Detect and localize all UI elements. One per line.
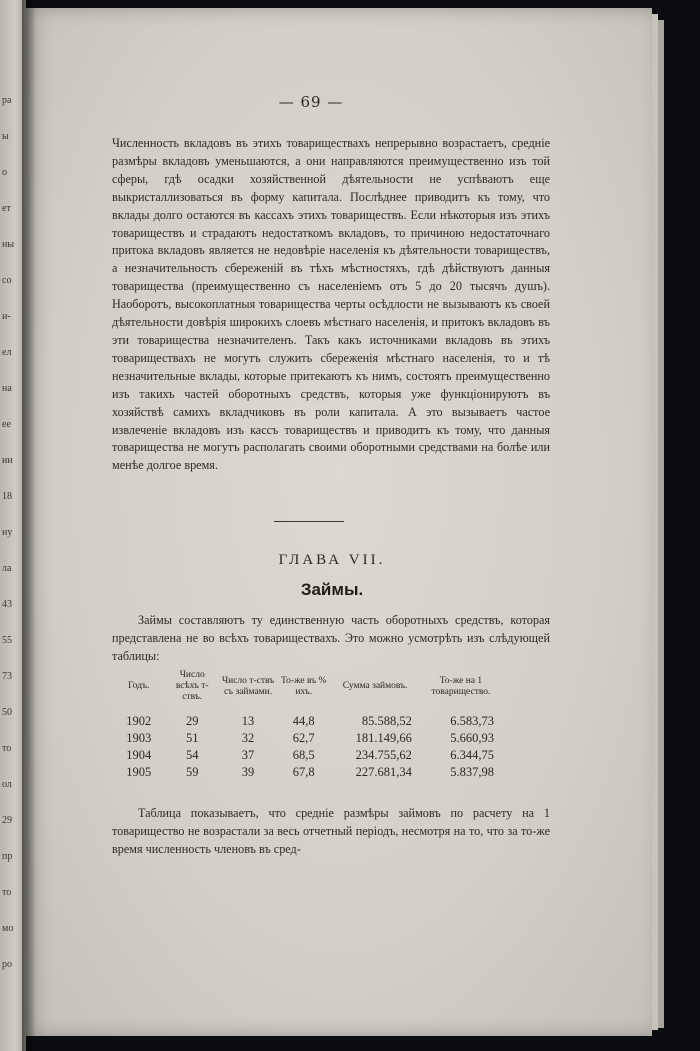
left-page-text-fragment: то <box>2 743 12 754</box>
left-page-text-fragment: 18 <box>2 491 12 502</box>
table-header: Годъ. <box>128 681 150 691</box>
left-page-text-fragment: ны <box>2 239 15 250</box>
left-page-text-fragment: 43 <box>2 599 12 610</box>
table-header: То-же на 1 товарищество. <box>431 675 491 697</box>
table-cell: 29 <box>185 714 199 728</box>
left-page-text-fragment: ра <box>2 95 12 106</box>
table-cell: 13 <box>241 714 255 728</box>
book-gutter-shadow <box>22 0 36 1051</box>
left-page-text-fragment: то <box>2 887 12 898</box>
table-header: То-же въ % ихъ. <box>280 675 327 697</box>
table-header: Число т-ствъ съ займами. <box>221 675 275 697</box>
left-page-text-fragment: ну <box>2 527 13 538</box>
left-page-text-fragment: и- <box>2 311 11 322</box>
table-cell: 39 <box>241 765 255 779</box>
left-page-text-fragment: со <box>2 275 12 286</box>
table-cell: 67,8 <box>292 765 315 779</box>
left-page-text-fragment: ее <box>2 419 11 430</box>
paragraph-loans-intro: Займы составляютъ ту единственную часть оборотныхъ средствъ, которая представлена не во всѣхъ товариществахъ. Это можно усмотрѣть изъ слѣдующей таблицы: <box>112 613 550 663</box>
left-page-text-fragment: ы <box>2 131 9 142</box>
table-cell: 227.681,34 <box>355 765 412 779</box>
left-page-text-fragment: 73 <box>2 671 12 682</box>
table-cell: 5.660,93 <box>450 731 494 745</box>
table-row <box>112 747 502 764</box>
left-page-text-fragment: о <box>2 167 7 178</box>
table-cell: 5.837,98 <box>450 765 494 779</box>
table-cell: 1903 <box>126 731 152 745</box>
left-page-text-fragment: ро <box>2 959 12 970</box>
table-cell: 234.755,62 <box>355 748 412 762</box>
table-header-row <box>112 670 502 713</box>
chapter-heading: Займы. <box>300 580 364 599</box>
table-cell: 68,5 <box>292 748 315 762</box>
table-cell: 1905 <box>126 765 152 779</box>
table-cell: 1904 <box>126 748 152 762</box>
left-page-text-fragment: 29 <box>2 815 12 826</box>
table-row <box>112 713 502 730</box>
table-cell: 62,7 <box>292 731 315 745</box>
left-page-text-fragment: ет <box>2 203 11 214</box>
table-cell: 54 <box>185 748 199 762</box>
paragraph-deposits: Численность вкладовъ въ этихъ товариществахъ непрерывно возрастаетъ, средніе размѣры вкладовъ уменьшаются, а они направляются преимущественно изъ той сферы, гдѣ осадки хозяйственной дѣятельности не успѣваютъ еще выкристаллизоваться въ форму капитала. Послѣднее приводитъ къ тому, что вклады долго остаются въ кассахъ этихъ товариществъ. Если нѣкоторыя изъ этихъ товариществъ и страдаютъ недостаткомъ вкладовъ, то причиною недостаточнаго притока вкладовъ является не недовѣріе населенія къ дѣятельности товариществъ, а незначительность сбереженій въ тѣхъ мѣстностяхъ, гдѣ дѣйствуютъ данныя товарищества (преимущественно съ населеніемъ отъ 5 до 20 тысячъ душъ). Наоборотъ, высокоплатныя товарищества черты осѣдлости не вызываютъ къ своей дѣятельности довѣрія широкихъ слоевъ мѣстнаго населенія, и притокъ вкладовъ въ эти товарищества незначителенъ. Такъ какъ источниками вкладовъ въ этихъ товариществахъ не могутъ служить сбереженія мѣстнаго населенія, то и тѣ незначительные вклады, которые притекаютъ къ нимъ, состоятъ преимущественно изъ такихъ частей оборотныхъ средствъ, которыя уже функціонируютъ въ хозяйствѣ самихъ вкладчиковъ въ роли капитала. А это вызываетъ частое извлеченіе вкладовъ изъ кассъ товариществъ и приводитъ къ тому, что данныя товарищества не могутъ располагать своими оборотными средствами на болѣе или менѣе долгое время. <box>112 136 550 473</box>
table-cell: 6.583,73 <box>450 714 494 728</box>
table-cell: 59 <box>185 765 199 779</box>
table-row <box>112 764 502 781</box>
left-page-text-fragment: ел <box>2 347 12 358</box>
left-page-text-fragment: мо <box>2 923 14 934</box>
left-page-text-fragment: на <box>2 383 12 394</box>
table-cell: 32 <box>241 731 255 745</box>
section-divider <box>274 521 344 522</box>
left-page-text-fragment: пр <box>2 851 13 862</box>
left-page-text-fragment: 55 <box>2 635 12 646</box>
table-header: Число всѣхъ т-ствъ. <box>175 670 209 702</box>
table-header: Сумма займовъ. <box>342 681 408 691</box>
paragraph-table-analysis: Таблица показываетъ, что средніе размѣры займовъ по расчету на 1 товарищество не возрастали за весь отчетный періодъ, несмотря на то, что за то-же время численность членовъ въ сред- <box>112 806 550 856</box>
left-page-text-fragment: ии <box>2 455 13 466</box>
chapter-title: ГЛАВА VII. <box>278 552 386 568</box>
book-page <box>26 8 652 1036</box>
table-cell: 44,8 <box>292 714 315 728</box>
left-page-text-fragment: ла <box>2 563 12 574</box>
page-number: — 69 — <box>278 93 344 111</box>
table-cell: 37 <box>241 748 255 762</box>
table-cell: 51 <box>185 731 199 745</box>
left-page-text-fragment: 50 <box>2 707 12 718</box>
table-cell: 181.149,66 <box>355 731 412 745</box>
table-cell: 85.588,52 <box>361 714 412 728</box>
table-cell: 6.344,75 <box>450 748 494 762</box>
table-row <box>112 730 502 747</box>
loans-table <box>112 670 502 781</box>
left-page-text-fragment: ол <box>2 779 12 790</box>
table-cell: 1902 <box>126 714 152 728</box>
